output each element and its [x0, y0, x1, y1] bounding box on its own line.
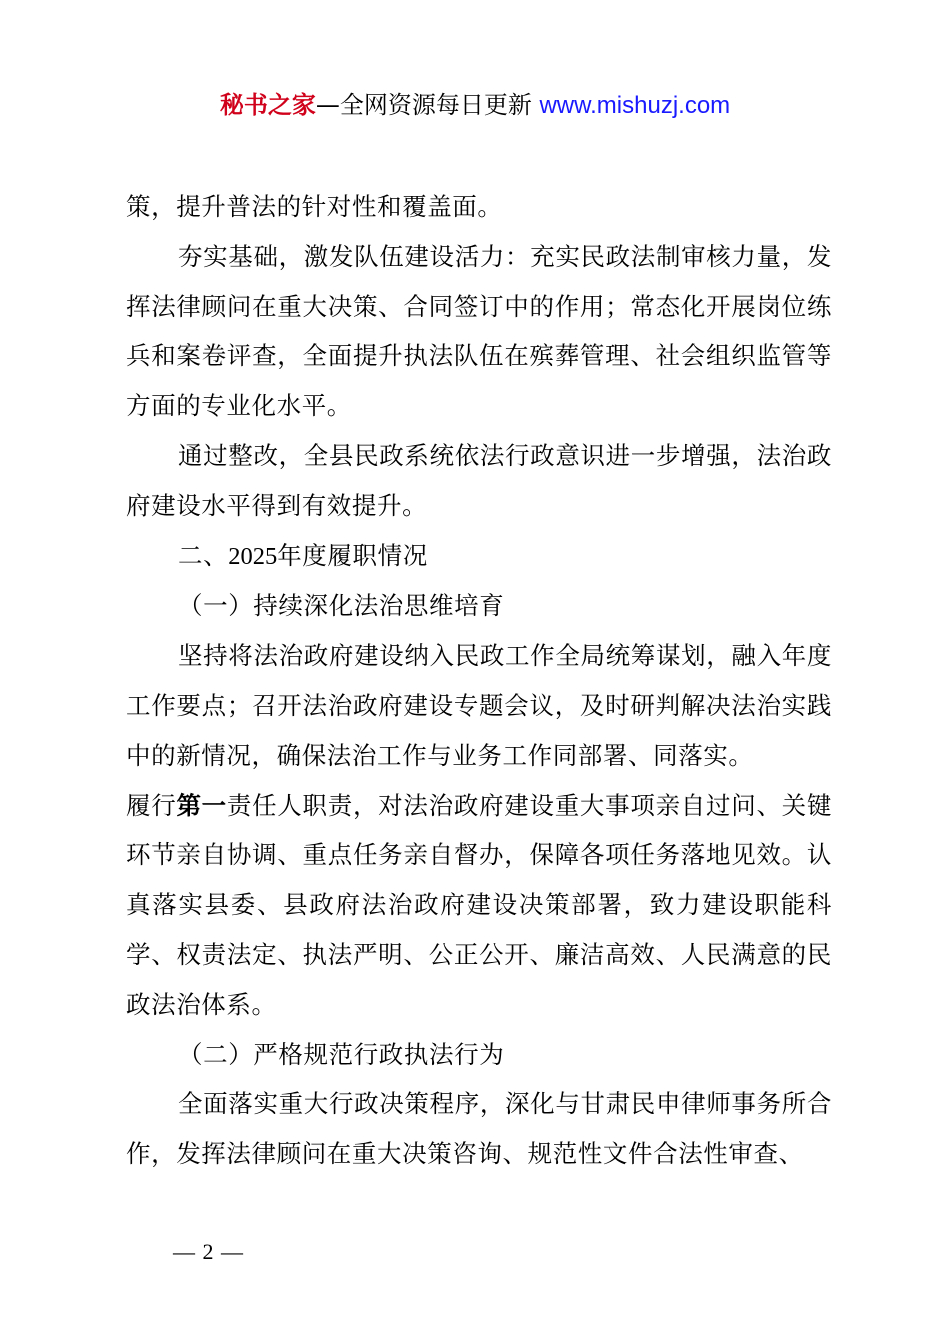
header-tagline: —全网资源每日更新 — [315, 91, 540, 119]
section-heading-2025 — [126, 531, 832, 582]
document-body — [126, 182, 832, 1179]
paragraph-overall-planning: 坚持将法治政府建设纳入民政工作全局统筹谋划，融入年度工作要点；召开法治政府建设专题会议，及时研判解决法治实践中的新情况，确保法治工作与业务工作同部署、同落实。 — [126, 641, 832, 770]
paragraph-primary-responsibility-post: 责任人职责，对法治政府建设重大事项亲自过问、关键环节亲自协调、重点任务亲自督办，保障各项任务落地见效。认真落实县委、县政府法治政府建设决策部署，致力建设职能科学、权责法定、执法严明、公正公开、廉洁高效、人民满意的民政法治体系。 — [126, 790, 832, 1019]
section-heading-prefix: 二、 — [178, 540, 229, 570]
paragraph-primary-responsibility — [126, 781, 832, 1030]
section-heading-year: 2025 — [228, 542, 278, 570]
paragraph-continuation: 策，提升普法的针对性和覆盖面。 — [126, 192, 503, 221]
paragraph-primary-responsibility-bold: 第一 — [176, 790, 227, 820]
subheading-law-enforcement: （二）严格规范行政执法行为 — [178, 1039, 505, 1069]
brand-name: 秘书之家 — [219, 91, 316, 119]
site-header — [0, 88, 950, 123]
header-url: www.mishuzj.com — [539, 92, 731, 119]
paragraph-primary-responsibility-pre: 履行 — [126, 790, 177, 820]
section-heading-suffix: 年度履职情况 — [277, 540, 428, 570]
paragraph-major-decisions: 全面落实重大行政决策程序，深化与甘肃民申律师事务所合作，发挥法律顾问在重大决策咨询、规范性文件合法性审查、 — [126, 1089, 832, 1169]
page-number: — 2 — — [173, 1239, 244, 1264]
paragraph-foundation: 夯实基础，激发队伍建设活力：充实民政法制审核力量，发挥法律顾问在重大决策、合同签订中的作用；常态化开展岗位练兵和案卷评查，全面提升执法队伍在殡葬管理、社会组织监管等方面的专业化水平。 — [126, 241, 832, 421]
paragraph-rectification-result: 通过整改，全县民政系统依法行政意识进一步增强，法治政府建设水平得到有效提升。 — [126, 440, 832, 520]
subheading-rule-of-law-thinking: （一）持续深化法治思维培育 — [178, 591, 505, 621]
